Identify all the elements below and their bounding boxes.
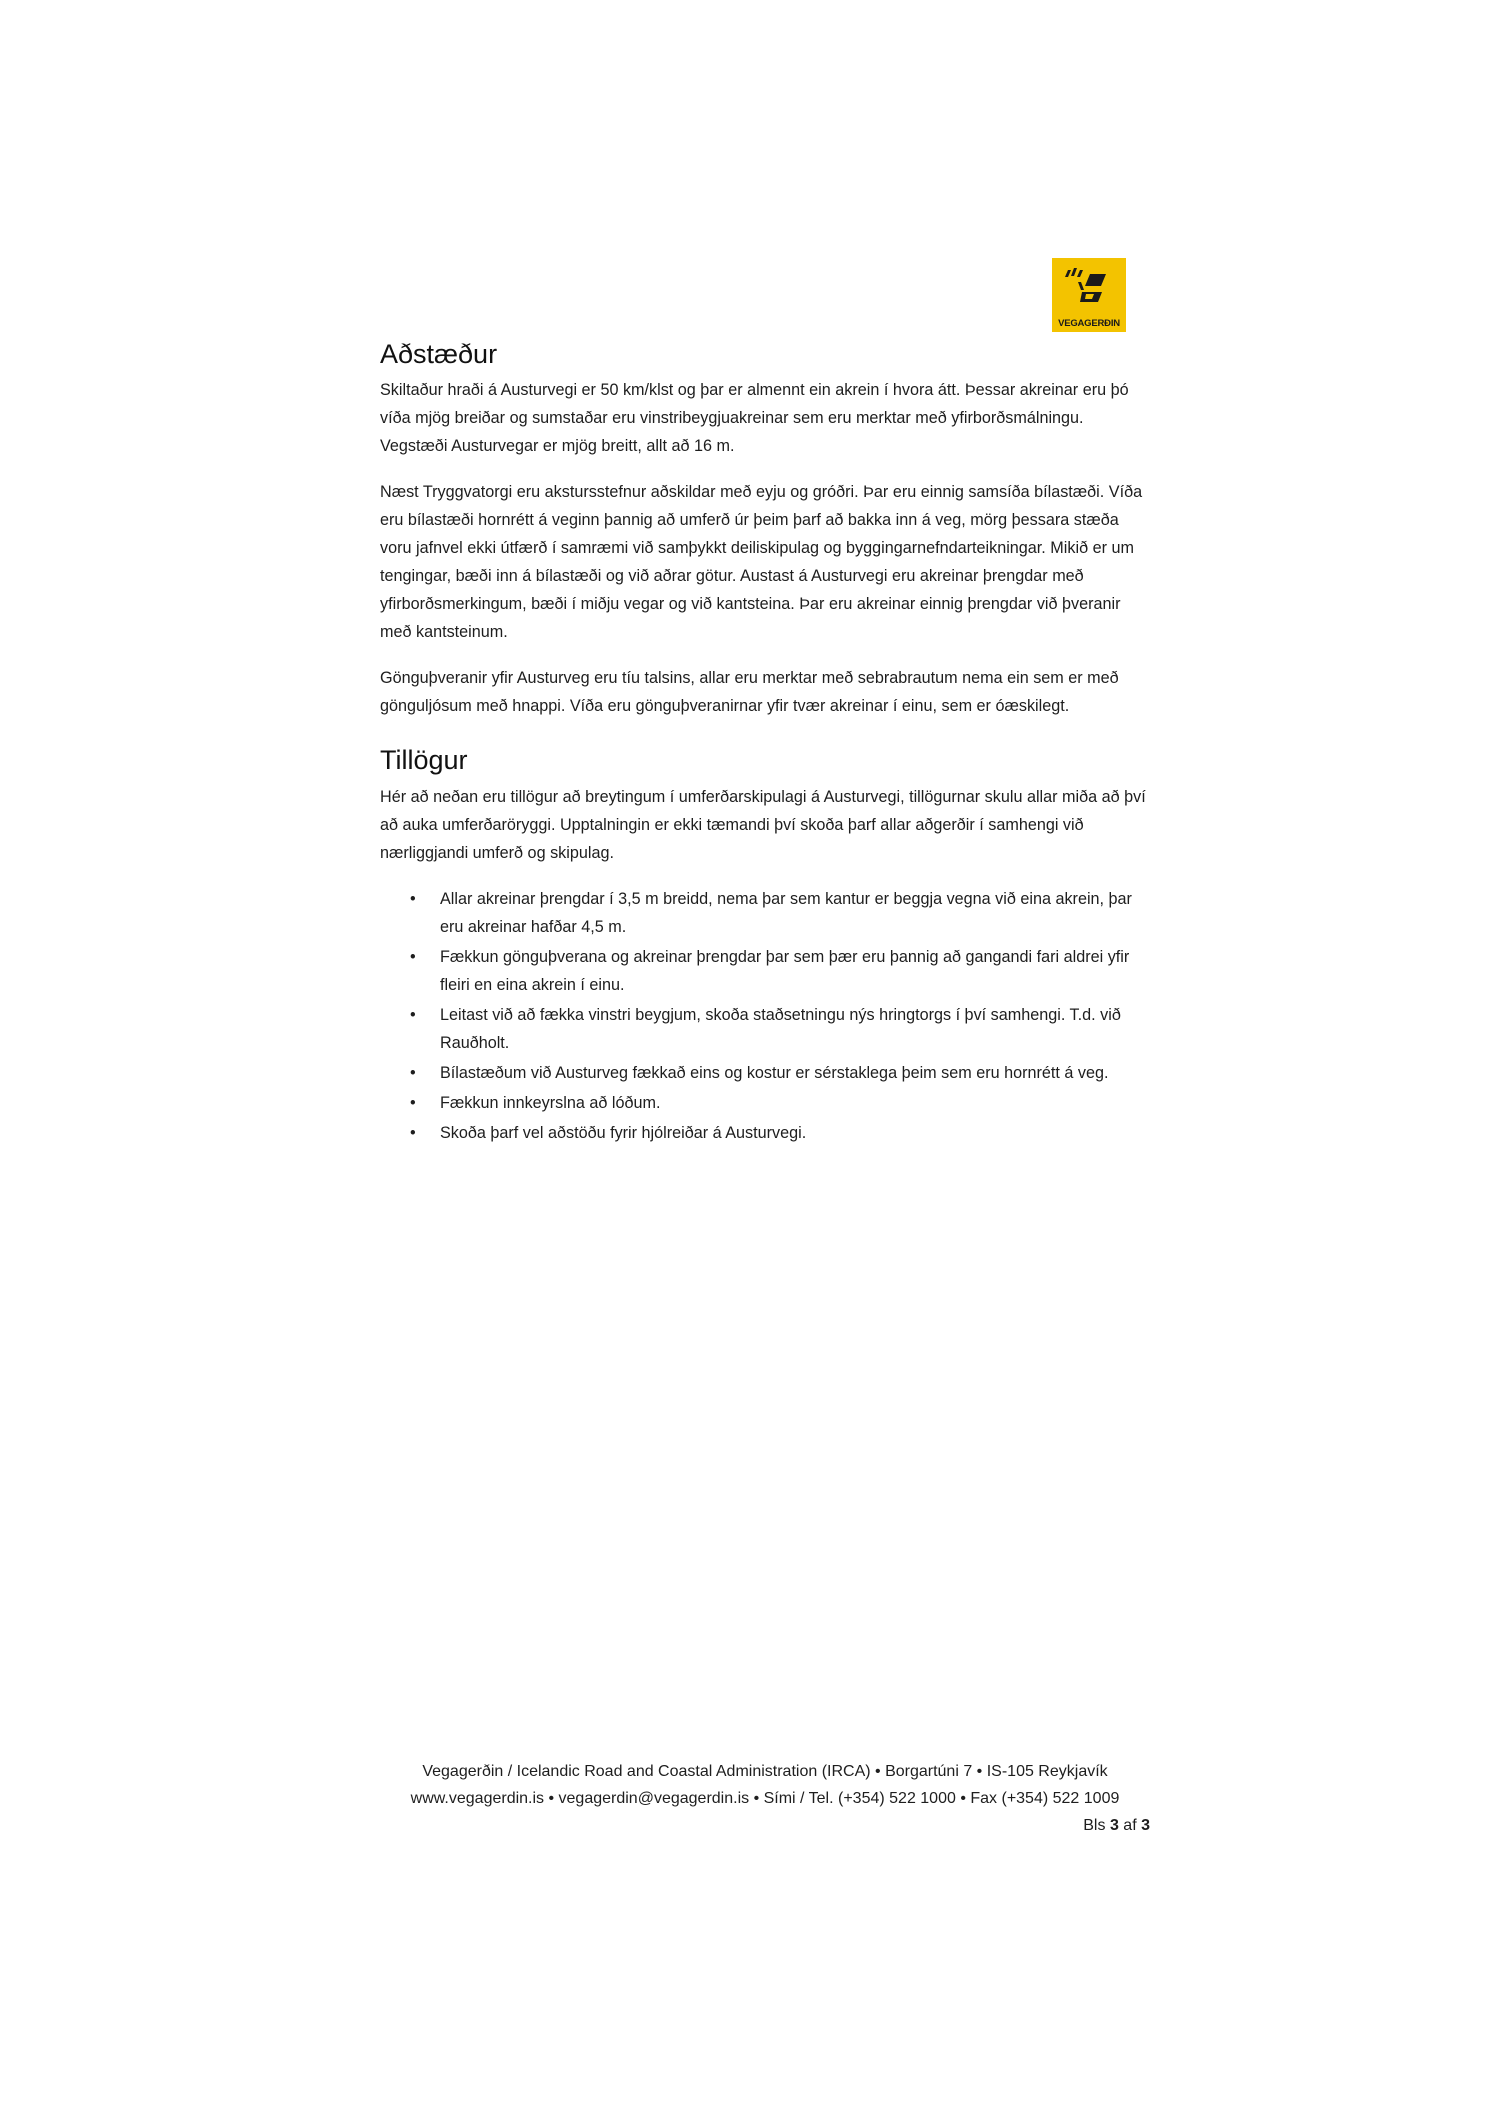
paragraph: Næst Tryggvatorgi eru akstursstefnur aðskildar með eyju og gróðri. Þar eru einnig samsíða bílastæði. Víða eru bílastæði hornrétt á veginn þannig að umferð úr þeim þarf að bakka inn á veg, mörg þessara stæða voru jafnvel ekki útfærð í samræmi við samþykkt deiliskipulag og byggingarnefndarteikningar. Mikið er um tengingar, bæði inn á bílastæði og við aðrar götur. Austast á Austurvegi eru akreinar þrengdar með yfirborðsmerkingum, bæði í miðju vegar og við kantsteina. Þar eru akreinar einnig þrengdar við þveranir með kantsteinum. xyxy=(380,483,1143,642)
footer-contact: www.vegagerdin.is • vegagerdin@vegagerdin.is • Sími / Tel. (+354) 522 1000 • Fax (+354) 522 1009 xyxy=(410,1790,1120,1807)
list-item-text: Fækkun gönguþverana og akreinar þrengdar þar sem þær eru þannig að gangandi fari aldrei yfir fleiri en eina akrein í einu. xyxy=(440,947,1130,994)
section-heading-adstaedur: Aðstæður xyxy=(380,339,498,369)
paragraph: Gönguþveranir yfir Austurveg eru tíu talsins, allar eru merktar með sebrabrautum nema ein sem er með gönguljósum með hnappi. Víða eru gönguþveranirnar yfir tvær akreinar í einu, sem er óæskilegt. xyxy=(380,669,1119,716)
page-prefix: Bls xyxy=(1083,1817,1106,1834)
bullet-icon: • xyxy=(410,1063,416,1082)
bullet-icon: • xyxy=(410,1093,416,1112)
vegagerdin-logo xyxy=(1052,258,1126,332)
bullet-icon: • xyxy=(410,1005,416,1024)
bullet-icon: • xyxy=(410,1123,416,1142)
list-item xyxy=(410,1001,1150,1057)
page-total: 3 xyxy=(1141,1817,1150,1834)
bullet-icon: • xyxy=(410,889,416,908)
list-item xyxy=(410,885,1150,941)
road-logo-icon xyxy=(1062,264,1116,312)
page-of: af xyxy=(1123,1817,1137,1834)
list-item xyxy=(410,1119,1150,1147)
list-item-text: Allar akreinar þrengdar í 3,5 m breidd, nema þar sem kantur er beggja vegna við eina akrein, þar eru akreinar hafðar 4,5 m. xyxy=(440,889,1132,936)
page-footer xyxy=(380,1758,1150,1834)
bullet-icon: • xyxy=(410,947,416,966)
list-item xyxy=(410,1059,1150,1087)
proposal-list xyxy=(380,885,1150,1147)
list-item-text: Skoða þarf vel aðstöðu fyrir hjólreiðar á Austurvegi. xyxy=(440,1123,807,1142)
list-item xyxy=(410,943,1150,999)
page-current: 3 xyxy=(1109,1817,1119,1834)
logo-text: VEGAGERÐIN xyxy=(1058,318,1120,329)
list-item-text: Fækkun innkeyrslna að lóðum. xyxy=(440,1093,661,1112)
intro-paragraph: Hér að neðan eru tillögur að breytingum í umferðarskipulagi á Austurvegi, tillögurnar skulu allar miða að því að auka umferðaröryggi. Upptalningin er ekki tæmandi því skoða þarf allar aðgerðir í samhengi við nærliggjandi umferð og skipulag. xyxy=(380,787,1146,862)
document-body xyxy=(380,338,1150,1149)
list-item-text: Bílastæðum við Austurveg fækkað eins og kostur er sérstaklega þeim sem eru hornrétt á veg. xyxy=(440,1063,1109,1082)
list-item-text: Leitast við að fækka vinstri beygjum, skoða staðsetningu nýs hringtorgs í því samhengi. T.d. við Rauðholt. xyxy=(440,1005,1121,1052)
page-number xyxy=(1083,1812,1150,1839)
list-item xyxy=(410,1089,1150,1117)
paragraph: Skiltaður hraði á Austurvegi er 50 km/klst og þar er almennt ein akrein í hvora átt. Þessar akreinar eru þó víða mjög breiðar og sumstaðar eru vinstribeygjuakreinar sem eru merktar með yfirborðsmálningu. Vegstæði Austurvegar er mjög breitt, allt að 16 m. xyxy=(380,381,1129,456)
section-heading-tillogur: Tillögur xyxy=(380,745,468,776)
footer-address: Vegagerðin / Icelandic Road and Coastal Administration (IRCA) • Borgartúni 7 • IS-105 Reykjavík xyxy=(422,1763,1108,1780)
